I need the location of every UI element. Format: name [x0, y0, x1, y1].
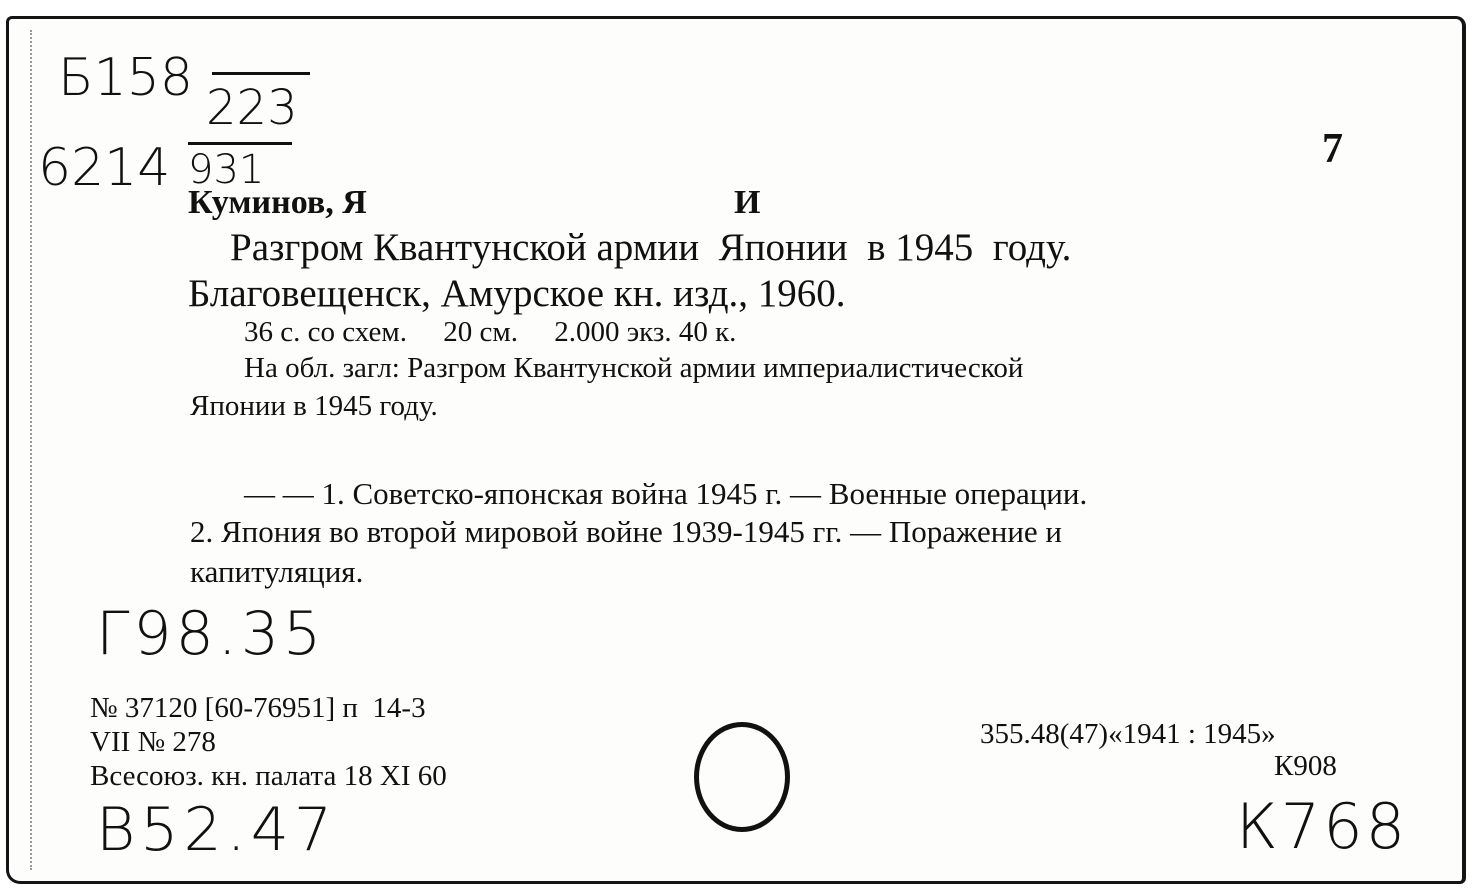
card-number: 7	[1322, 126, 1343, 172]
handwritten-fraction-top: 223	[206, 80, 298, 136]
registry-line-2: VII № 278	[90, 726, 216, 758]
author-heading: Куминов, Я	[188, 184, 367, 221]
udc-code: 355.48(47)«1941 : 1945»	[980, 718, 1276, 750]
handwritten-author-mark: К768	[1236, 790, 1409, 863]
author-code: К908	[1274, 750, 1337, 782]
registry-line-1: № 37120 [60-76951] п 14-3	[90, 692, 426, 724]
stamp-circle	[694, 722, 790, 832]
physical-description: 36 с. со схем. 20 см. 2.000 экз. 40 к.	[244, 316, 737, 348]
punch-hole-dotted-line	[30, 30, 32, 870]
author-initial: И	[734, 184, 761, 221]
handwritten-fraction-line	[188, 142, 292, 145]
subjects-line-1: — — 1. Советско-японская война 1945 г. — Военные операции.	[244, 476, 1088, 511]
cover-note-line-2: Японии в 1945 году.	[190, 390, 438, 422]
handwritten-lower-mark: В52.47	[96, 795, 338, 865]
cover-note-line-1: На обл. загл: Разгром Квантунской армии империалистической	[244, 352, 1024, 384]
imprint-line: Благовещенск, Амурское кн. изд., 1960.	[188, 272, 846, 315]
handwritten-call-number-1: Б158	[58, 48, 193, 108]
handwritten-overline	[212, 72, 310, 75]
handwritten-fraction-bottom: 931	[188, 147, 265, 193]
registry-line-3: Всесоюз. кн. палата 18 XI 60	[90, 760, 447, 792]
subjects-line-3: капитуляция.	[190, 554, 364, 589]
handwritten-class-mark: Г98.35	[96, 599, 326, 669]
handwritten-call-number-2: 6214	[38, 138, 171, 198]
title-line-1: Разгром Квантунской армии Японии в 1945 году.	[230, 226, 1072, 269]
subjects-line-2: 2. Япония во второй мировой войне 1939-1945 гг. — Поражение и	[190, 514, 1063, 549]
